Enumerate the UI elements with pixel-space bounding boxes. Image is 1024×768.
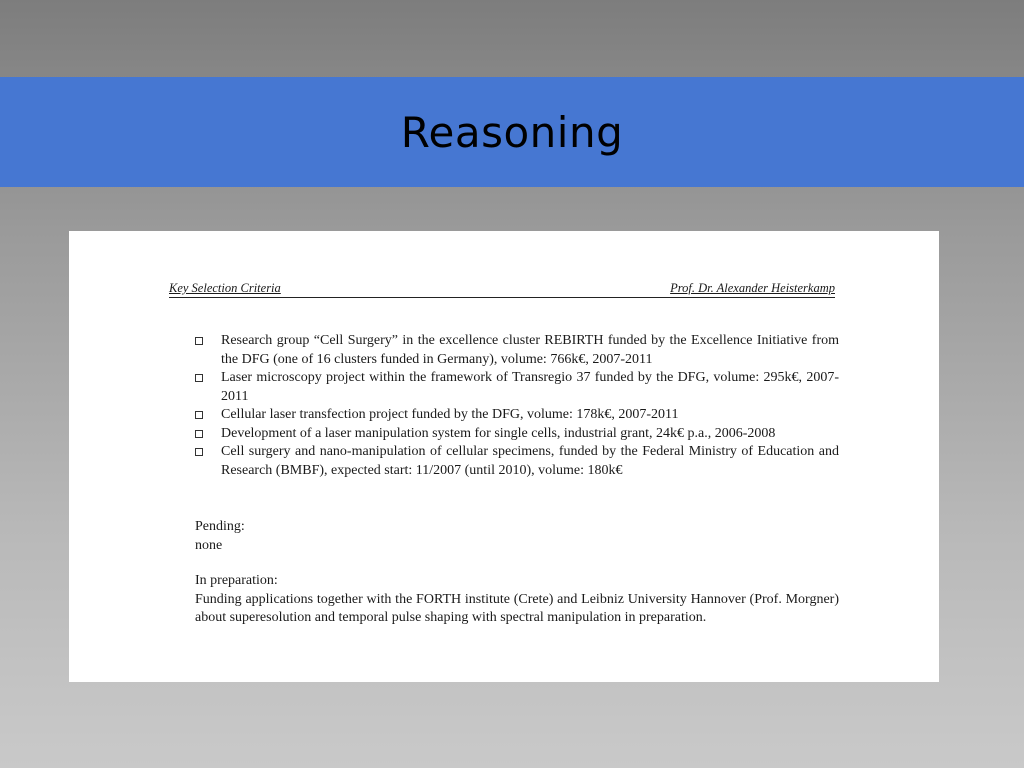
preparation-section — [195, 572, 839, 628]
list-item — [195, 406, 839, 425]
document-image — [69, 231, 939, 682]
checkbox-icon — [195, 337, 203, 345]
header-right: Prof. Dr. Alexander Heisterkamp — [670, 281, 835, 295]
list-item-text: Research group “Cell Surgery” in the excellence cluster REBIRTH funded by the Excellence Initiative from the DFG (one of 16 clusters funded in Germany), volume: 766k€, 2007-2011 — [221, 333, 839, 367]
list-item-text: Laser microscopy project within the framework of Transregio 37 funded by the DFG, volume: 295k€, 2007-2011 — [221, 370, 839, 404]
list-item — [195, 369, 839, 406]
checkbox-icon — [195, 411, 203, 419]
list-item-text: Cellular laser transfection project funded by the DFG, volume: 178k€, 2007-2011 — [221, 407, 679, 422]
header-left: Key Selection Criteria — [169, 281, 281, 295]
checkbox-icon — [195, 448, 203, 456]
preparation-text: Funding applications together with the FORTH institute (Crete) and Leibniz University Hannover (Prof. Morgner) about superesolution and temporal pulse shaping with spectral manipulation in preparation. — [195, 591, 839, 625]
list-item-text: Cell surgery and nano-manipulation of cellular specimens, funded by the Federal Ministry of Education and Research (BMBF), expected start: 11/2007 (until 2010), volume: 180k€ — [221, 444, 839, 478]
pending-value: none — [195, 537, 223, 553]
pending-section — [195, 518, 839, 555]
list-item-text: Development of a laser manipulation system for single cells, industrial grant, 24k€ p.a., 2006-2008 — [221, 425, 776, 441]
pending-label: Pending: — [195, 519, 245, 534]
title-band — [0, 77, 1024, 187]
list-item — [195, 443, 839, 480]
preparation-label: In preparation: — [195, 573, 278, 588]
funding-list — [195, 332, 839, 480]
document-header — [169, 281, 835, 298]
slide-title: Reasoning — [400, 107, 624, 157]
checkbox-icon — [195, 430, 203, 438]
list-item — [195, 332, 839, 369]
checkbox-icon — [195, 374, 203, 382]
list-item — [195, 425, 839, 444]
